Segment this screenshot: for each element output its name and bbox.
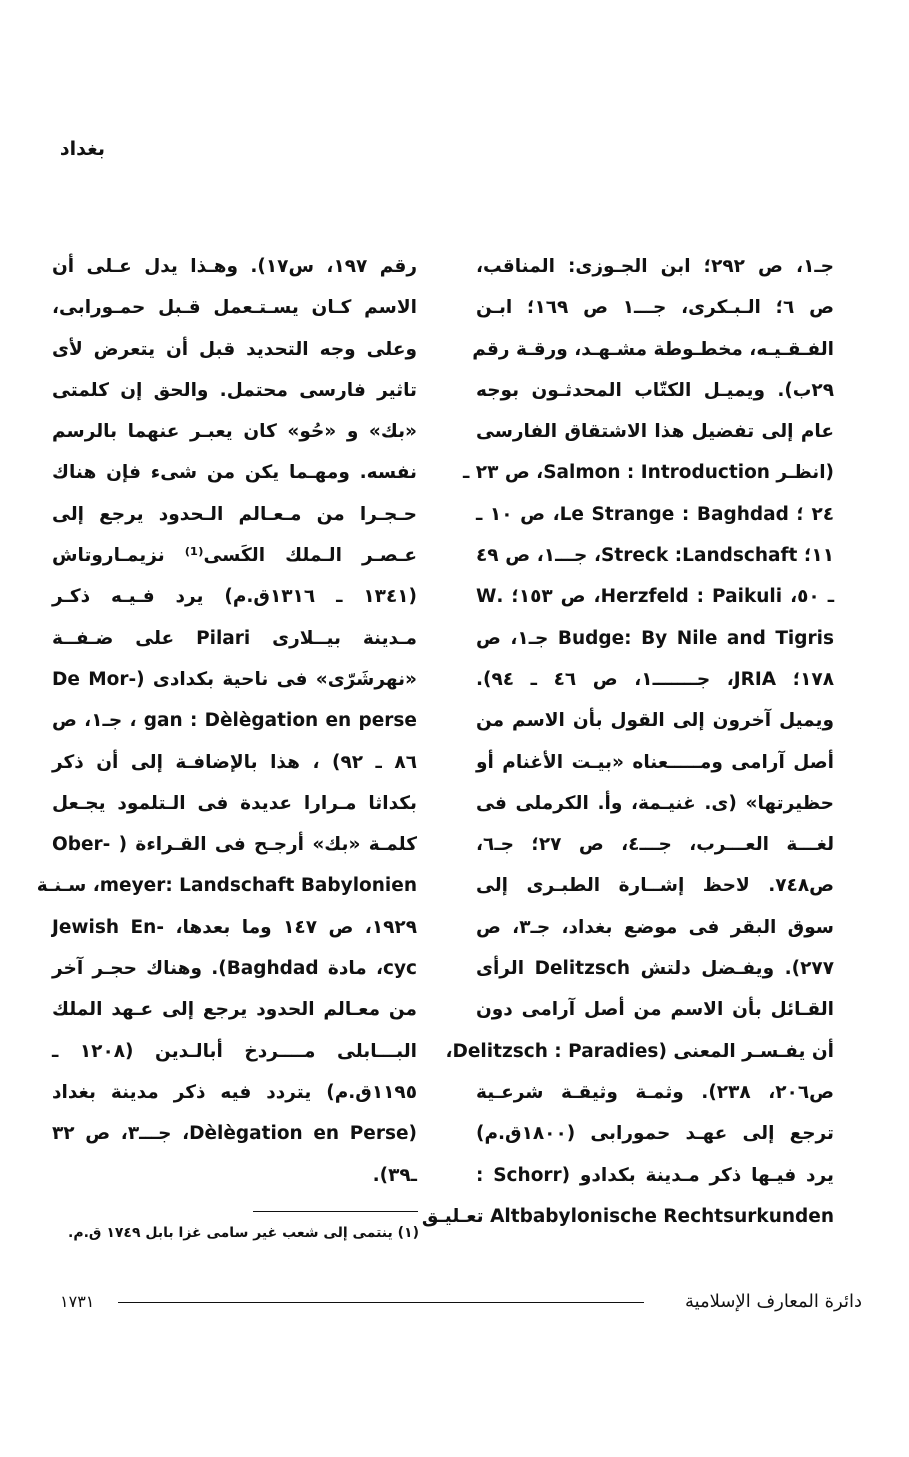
text-line: ٨٦ ـ ٩٢) ، هذا بالإضافـة إلى أن ذكر — [52, 751, 417, 773]
text-line: وعلى وجه التحديد قبل أن يتعرض لأى — [52, 338, 417, 360]
text-line: cyc، مادة Baghdad). وهناك حجـر آخر — [52, 958, 417, 980]
text-line: سوق البقر فى موضع بغداد، جـ٣، ص — [476, 916, 834, 938]
text-line: (١٣٤١ ـ ١٣١٦ق.م) يرد فـيـه ذكـر — [52, 586, 417, 608]
text-line: Altbabylonische Rechtsurkunden تعـليـق — [421, 1205, 834, 1227]
text-line: ص٧٤٨. لاحظ إشــارة الطبـرى إلى — [476, 875, 834, 897]
text-line: ١١٩٥ق.م) يتردد فيه ذكر مدينة بغداد — [52, 1081, 417, 1103]
text-line: ١٩٢٩، ص ١٤٧ وما بعدها، -Jewish En — [52, 916, 418, 938]
text-line: كلمـة «بك» أرجـح فى القـراءة ( -Ober — [52, 834, 417, 856]
text-line: «بك» و «حُو» كان يعبـر عنهما بالرسم — [52, 421, 417, 443]
footer-divider — [118, 1302, 644, 1303]
running-head: بغداد — [59, 138, 105, 160]
text-line: جـ۱، ص ۲۹۲؛ ابن الجـوزی: المناقب، — [476, 256, 835, 277]
text-line: الاسم كـان يسـتـعمل قـبل حمـورابى، — [52, 297, 417, 319]
text-line: ۲۹ب). ويميـل الكتّاب المحدثـون بوجه — [476, 379, 834, 401]
text-line: ٢٧٧). ويفـضل دلتش Delitzsch الرأى — [476, 958, 834, 980]
text-line: أن يفـسـر المعنى (Delitzsch : Paradies، — [445, 1040, 834, 1062]
text-line: عام إلى تفضيل هذا الاشتقاق الفارسى — [476, 421, 834, 443]
text-line: مـدينة بيــلارى Pilari على ضـفــة — [52, 627, 418, 649]
right-column — [421, 246, 835, 1237]
text-line: ـ٣٩). — [372, 1164, 417, 1186]
left-column — [36, 246, 418, 1196]
text-line: من معـالم الحدود يرجع إلى عـهد الملك — [52, 999, 417, 1021]
text-line: Budge: By Nile and Tigris جـ١، ص — [476, 627, 834, 649]
text-line: بكداثا مـرارا عديدة فى الـتلمود يجـعل — [52, 792, 417, 814]
text-line: القـائل بأن الاسم من أصل آرامى دون — [476, 999, 834, 1021]
text-line: (انظـر Salmon : Introduction، ص ٢٣ ـ — [463, 462, 834, 484]
text-line: «نهرشَرّى» فى ناحية بكدادى (-De Mor — [52, 668, 417, 690]
text-line: ٢٤ ؛ Le Strange : Baghdad، ص ١٠ ـ — [476, 503, 835, 525]
text-line: البـــابلى مــــردخ أبالـدين (١٢٠٨ ـ — [52, 1040, 417, 1062]
text-line: رقم ۱۹۷، س۱۷). وهـذا يدل عـلى أن — [52, 256, 418, 277]
text-line: يرد فيـها ذكر مـدينة بكدادو (Schorr : — [476, 1164, 834, 1186]
text-line: أصل آرامی ومـــــعناه «بيـت الأغنام أو — [476, 751, 834, 773]
text-line: عـصـر الـملك الكَسى⁽¹⁾ نزيمـاروتاش — [52, 545, 417, 567]
text-line: meyer: Landschaft Babylonien، سـنـة — [36, 875, 417, 897]
text-line: ـ ٥٠، Herzfeld : Paikuli، ص ١٥٣؛ .W — [476, 586, 835, 608]
text-line: ١١؛ Streck :Landschaft، جـــ١، ص ٤٩ — [476, 545, 834, 567]
text-line: ١٧٨؛ JRIA، جـــــــ١، ص ٤٦ ـ ٩٤). — [476, 668, 834, 690]
page-number: ١٧٣١ — [60, 1292, 95, 1311]
text-line: الفـقـيـه، مخطـوطة مشـهـد، ورقـة رقم — [472, 338, 834, 360]
footnote: (١) ينتمى إلى شعب غير سامى غزا بابل ١٧٤٩ ق.م. — [68, 1225, 419, 1241]
text-line: ص٢٠٦، ٢٣٨). وثمـة وثيقـة شرعـية — [476, 1081, 835, 1103]
text-line: ويميل آخرون إلى القول بأن الاسم من — [476, 710, 834, 732]
text-line: تاثير فارسى محتمل. والحق إن كلمتى — [52, 379, 417, 401]
text-line: حظيرتها» (ى. غنيـمة، وأ. الكرملى فى — [476, 792, 834, 814]
text-line: ص ٦؛ الـبـكرى، جـــ۱ ص ١٦٩؛ ابـن — [476, 297, 834, 319]
text-line: نفسه. ومهـما يكن من شىء فإن هناك — [52, 462, 417, 484]
journal-title: دائرة المعارف الإسلامية — [684, 1291, 862, 1312]
text-line: لغـــة العـــرب، جـــ٤، ص ۲۷؛ جـ٦، — [476, 834, 835, 856]
text-line: (Dèlègation en Perse، جـــ٣، ص ٣٢ — [52, 1123, 417, 1145]
footnote-divider — [253, 1211, 418, 1212]
text-line: ترجع إلى عهـد حمورابى (۱۸۰۰ق.م) — [476, 1123, 834, 1145]
text-line: gan : Dèlègation en perse ، جـ١، ص — [52, 710, 417, 732]
text-line: حـجـرا من مـعـالم الـحدود يرجع إلى — [52, 503, 417, 525]
